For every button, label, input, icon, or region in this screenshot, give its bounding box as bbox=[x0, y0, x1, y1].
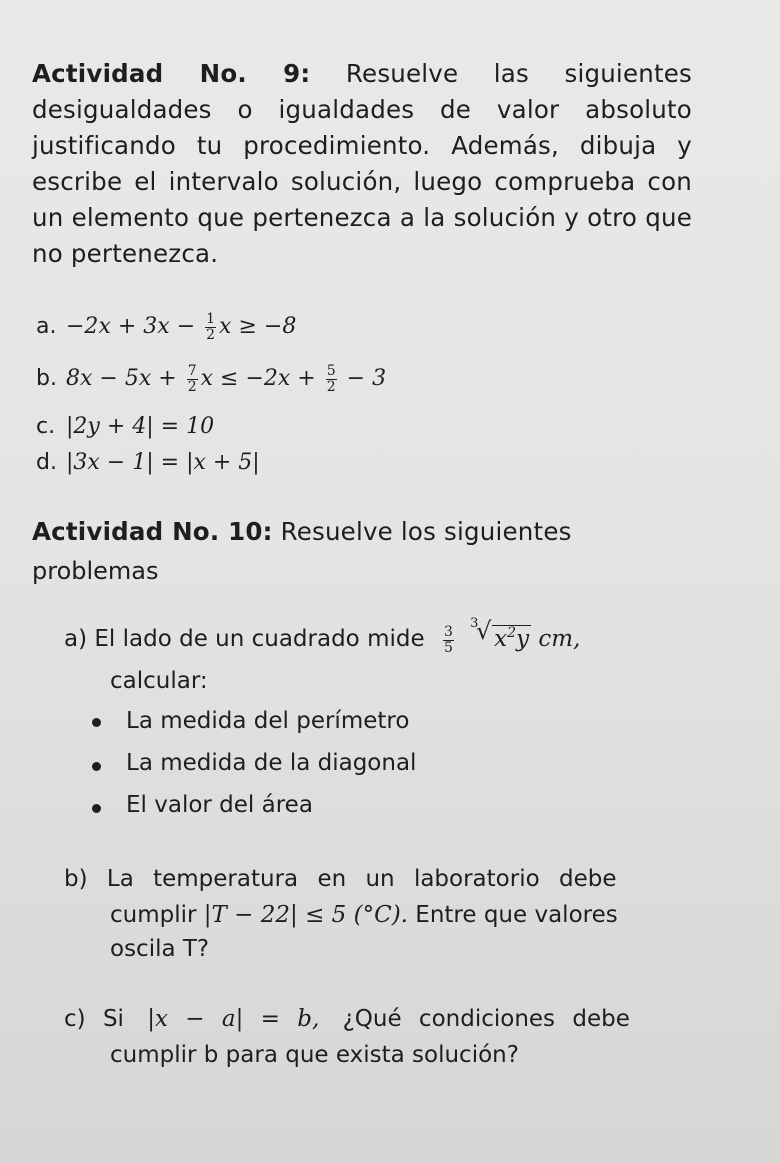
activity-10-body: Resuelve los siguientes bbox=[280, 517, 572, 546]
problem-b-line3: oscila T? bbox=[110, 936, 210, 962]
absolute-value-equation: |x − a| = b, bbox=[147, 1006, 320, 1032]
exercise-c: c. |2y + 4| = 10 bbox=[36, 414, 215, 439]
problem-b: b) La temperatura en un laboratorio debe bbox=[64, 866, 617, 892]
activity-10-body-cont: problemas bbox=[32, 557, 159, 585]
problem-c: c) Si |x − a| = b, ¿Qué condiciones debe bbox=[64, 1006, 630, 1032]
exercise-b: b. 8x − 5x + $\frac{7}{2}$ x ≤ −2x + $\frac{5}{2}$ − 3 bbox=[36, 362, 387, 395]
activity-10-title: Actividad No. 10: bbox=[32, 517, 273, 546]
bullet-area: El valor del área bbox=[126, 792, 313, 818]
bullet-diagonal: La medida de la diagonal bbox=[126, 750, 417, 776]
exercise-a: a. −2x + 3x − $\frac{1}{2}$ x ≥ −8 bbox=[36, 310, 297, 343]
bullet-icon bbox=[92, 718, 101, 727]
bullet-icon bbox=[92, 762, 101, 771]
problem-c-line2: cumplir b para que exista solución? bbox=[110, 1042, 519, 1068]
problem-a: a) El lado de un cuadrado mide $\frac{3}{5}$ 3 √ $x^2y$ cm, bbox=[64, 616, 581, 656]
temperature-inequality: |T − 22| ≤ 5 (°C). bbox=[203, 902, 408, 928]
activity-10-instructions bbox=[32, 514, 692, 550]
activity-9-body: Resuelve las siguientes desigualdades o igualdades de valor absoluto justificando tu procedimiento. Además, dibuja y escribe el intervalo solución, luego comprueba con un elemento que pertenezca a la solución y otro que no pertenezca. bbox=[32, 59, 692, 268]
bullet-perimeter: La medida del perímetro bbox=[126, 708, 410, 734]
bullet-icon bbox=[92, 804, 101, 813]
activity-9-title: Actividad No. 9: bbox=[32, 59, 311, 88]
side-length-expression: $\frac{3}{5}$ 3 √ $x^2y$ cm, bbox=[443, 616, 581, 656]
problem-a-calcular: calcular: bbox=[110, 668, 208, 694]
exercise-d: d. |3x − 1| = |x + 5| bbox=[36, 450, 260, 475]
activity-9-instructions bbox=[32, 56, 692, 272]
problem-b-line2: cumplir |T − 22| ≤ 5 (°C). Entre que valores bbox=[110, 902, 618, 928]
